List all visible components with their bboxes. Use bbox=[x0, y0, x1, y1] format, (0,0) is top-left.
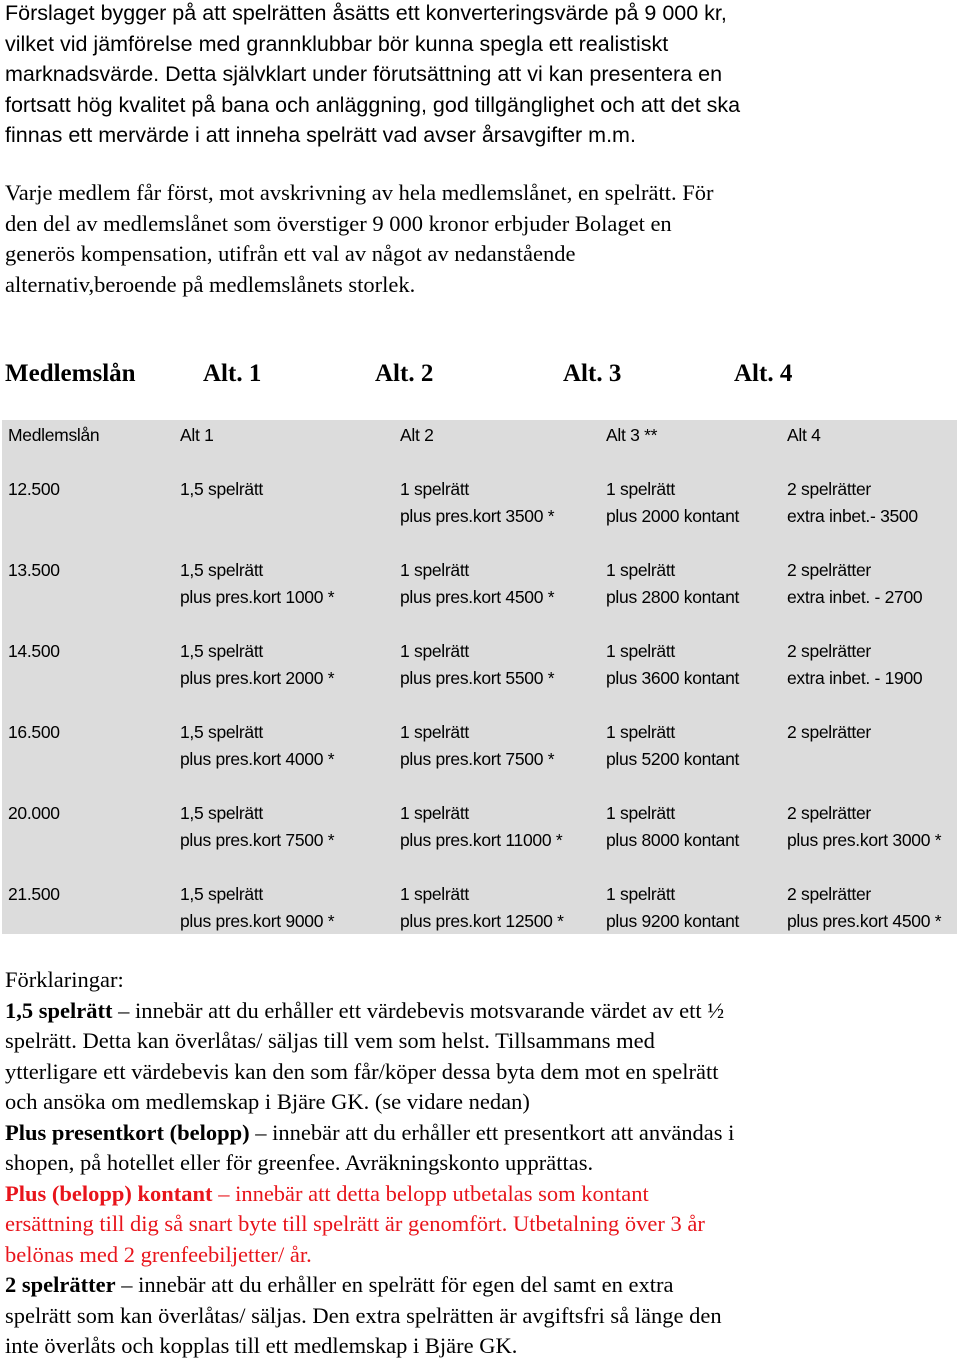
table-cell-alt2: 1 spelrätt plus pres.kort 12500 * bbox=[400, 884, 564, 931]
table-cell-alt1: 1,5 spelrätt plus pres.kort 9000 * bbox=[180, 884, 335, 931]
table-cell-alt3: 1 spelrätt plus 3600 kontant bbox=[606, 641, 740, 688]
explanation-line: belönas med 2 grenfeebiljetter/ år. bbox=[5, 1241, 312, 1267]
table-cell-amount: 21.500 bbox=[8, 884, 60, 904]
explanations-section bbox=[5, 965, 955, 1362]
explanation-line: 2 spelrätter – innebär att du erhåller en spelrätt för egen del samt en extra bbox=[5, 1272, 674, 1297]
table-cell-alt1: 1,5 spelrätt plus pres.kort 1000 * bbox=[180, 560, 335, 607]
table-cell-alt4: 2 spelrätter plus pres.kort 4500 * bbox=[787, 884, 942, 931]
table-cell-amount: 16.500 bbox=[8, 722, 60, 742]
explanation-line: och ansöka om medlemskap i Bjäre GK. (se vidare nedan) bbox=[5, 1089, 530, 1114]
table-cell-alt3: 1 spelrätt plus 2800 kontant bbox=[606, 560, 740, 607]
explanation-term: Plus (belopp) kontant bbox=[5, 1180, 213, 1206]
heading-alt-3: Alt. 3 bbox=[563, 360, 622, 387]
text-line: den del av medlemslånet som överstiger 9 000 kronor erbjuder Bolaget en bbox=[5, 210, 672, 236]
explanation-line: spelrätt som kan överlåtas/ säljas. Den extra spelrätten är avgiftsfri så länge den bbox=[5, 1302, 722, 1328]
explanations-title: Förklaringar: bbox=[5, 967, 124, 992]
table-header-cell: Alt 4 bbox=[787, 425, 821, 445]
table-cell-alt1: 1,5 spelrätt plus pres.kort 7500 * bbox=[180, 803, 335, 850]
table-cell-alt2: 1 spelrätt plus pres.kort 3500 * bbox=[400, 479, 555, 526]
table-cell-alt3: 1 spelrätt plus 2000 kontant bbox=[606, 479, 740, 526]
table-cell-alt3: 1 spelrätt plus 5200 kontant bbox=[606, 722, 740, 769]
heading-alt-4: Alt. 4 bbox=[734, 360, 793, 387]
explanation-term: 2 spelrätter bbox=[5, 1272, 116, 1297]
text-line: vilket vid jämförelse med grannklubbar bör kunna spegla ett realistiskt bbox=[5, 31, 669, 56]
table-cell-alt2: 1 spelrätt plus pres.kort 7500 * bbox=[400, 722, 555, 769]
compensation-paragraph bbox=[5, 178, 955, 300]
table-cell-alt4: 2 spelrätter extra inbet. - 1900 bbox=[787, 641, 923, 688]
explanation-line: Plus presentkort (belopp) – innebär att du erhåller ett presentkort att användas i bbox=[5, 1119, 735, 1145]
explanation-line: ersättning till dig så snart byte till spelrätt är genomfört. Utbetalning över 3 år bbox=[5, 1211, 705, 1236]
heading-medlemslan: Medlemslån bbox=[5, 360, 136, 387]
table-header-cell: Alt 3 ** bbox=[606, 425, 658, 445]
explanation-line: Plus (belopp) kontant – innebär att detta belopp utbetalas som kontant bbox=[5, 1180, 649, 1206]
table-cell-alt2: 1 spelrätt plus pres.kort 5500 * bbox=[400, 641, 555, 688]
explanation-line: ytterligare ett värdebevis kan den som får/köper dessa byta dem mot en spelrätt bbox=[5, 1058, 719, 1084]
explanation-line: shopen, på hotellet eller för greenfee. Avräkningskonto upprättas. bbox=[5, 1150, 594, 1175]
table-cell-amount: 14.500 bbox=[8, 641, 60, 661]
table-cell-alt1: 1,5 spelrätt plus pres.kort 4000 * bbox=[180, 722, 335, 769]
alternatives-table bbox=[2, 420, 957, 934]
text-line: fortsatt hög kvalitet på bana och anläggning, god tillgänglighet och att det ska bbox=[5, 92, 741, 117]
intro-paragraph bbox=[5, 0, 955, 151]
heading-alt-1: Alt. 1 bbox=[203, 360, 262, 387]
table-cell-alt3: 1 spelrätt plus 8000 kontant bbox=[606, 803, 740, 850]
table-header-cell: Medlemslån bbox=[8, 425, 100, 445]
table-header-cell: Alt 1 bbox=[180, 425, 214, 445]
alternatives-heading bbox=[0, 360, 960, 394]
table-cell-amount: 12.500 bbox=[8, 479, 60, 499]
table-header-cell: Alt 2 bbox=[400, 425, 434, 445]
text-line: marknadsvärde. Detta självklart under förutsättning att vi kan presentera en bbox=[5, 62, 723, 86]
table-cell-alt2: 1 spelrätt plus pres.kort 11000 * bbox=[400, 803, 563, 850]
table-cell-alt1: 1,5 spelrätt bbox=[180, 479, 263, 499]
text-line: generös kompensation, utifrån ett val av något av nedanstående bbox=[5, 241, 576, 266]
explanation-line: spelrätt. Detta kan överlåtas/ säljas till vem som helst. Tillsammans med bbox=[5, 1028, 655, 1053]
explanation-term: Plus presentkort (belopp) bbox=[5, 1119, 250, 1145]
table-cell-amount: 20.000 bbox=[8, 803, 60, 823]
explanation-term: 1,5 spelrätt bbox=[5, 997, 113, 1023]
table-cell-alt4: 2 spelrätter bbox=[787, 722, 871, 742]
heading-alt-2: Alt. 2 bbox=[375, 360, 434, 387]
explanation-line: 1,5 spelrätt – innebär att du erhåller ett värdebevis motsvarande värdet av ett ½ bbox=[5, 997, 725, 1023]
text-line: Varje medlem får först, mot avskrivning av hela medlemslånet, en spelrätt. För bbox=[5, 180, 714, 205]
table-cell-amount: 13.500 bbox=[8, 560, 60, 580]
text-line: alternativ,beroende på medlemslånets storlek. bbox=[5, 271, 416, 297]
explanation-line: inte överlåts och kopplas till ett medlemskap i Bjäre GK. bbox=[5, 1333, 518, 1358]
text-line: finnas ett mervärde i att inneha spelrätt vad avser årsavgifter m.m. bbox=[5, 123, 636, 147]
table-cell-alt3: 1 spelrätt plus 9200 kontant bbox=[606, 884, 740, 931]
table-cell-alt4: 2 spelrätter extra inbet. - 2700 bbox=[787, 560, 923, 607]
table-cell-alt2: 1 spelrätt plus pres.kort 4500 * bbox=[400, 560, 555, 607]
table-cell-alt4: 2 spelrätter plus pres.kort 3000 * bbox=[787, 803, 942, 850]
table-cell-alt1: 1,5 spelrätt plus pres.kort 2000 * bbox=[180, 641, 335, 688]
text-line: Förslaget bygger på att spelrätten åsätts ett konverteringsvärde på 9 000 kr, bbox=[5, 1, 727, 25]
table-cell-alt4: 2 spelrätter extra inbet.- 3500 bbox=[787, 479, 918, 526]
